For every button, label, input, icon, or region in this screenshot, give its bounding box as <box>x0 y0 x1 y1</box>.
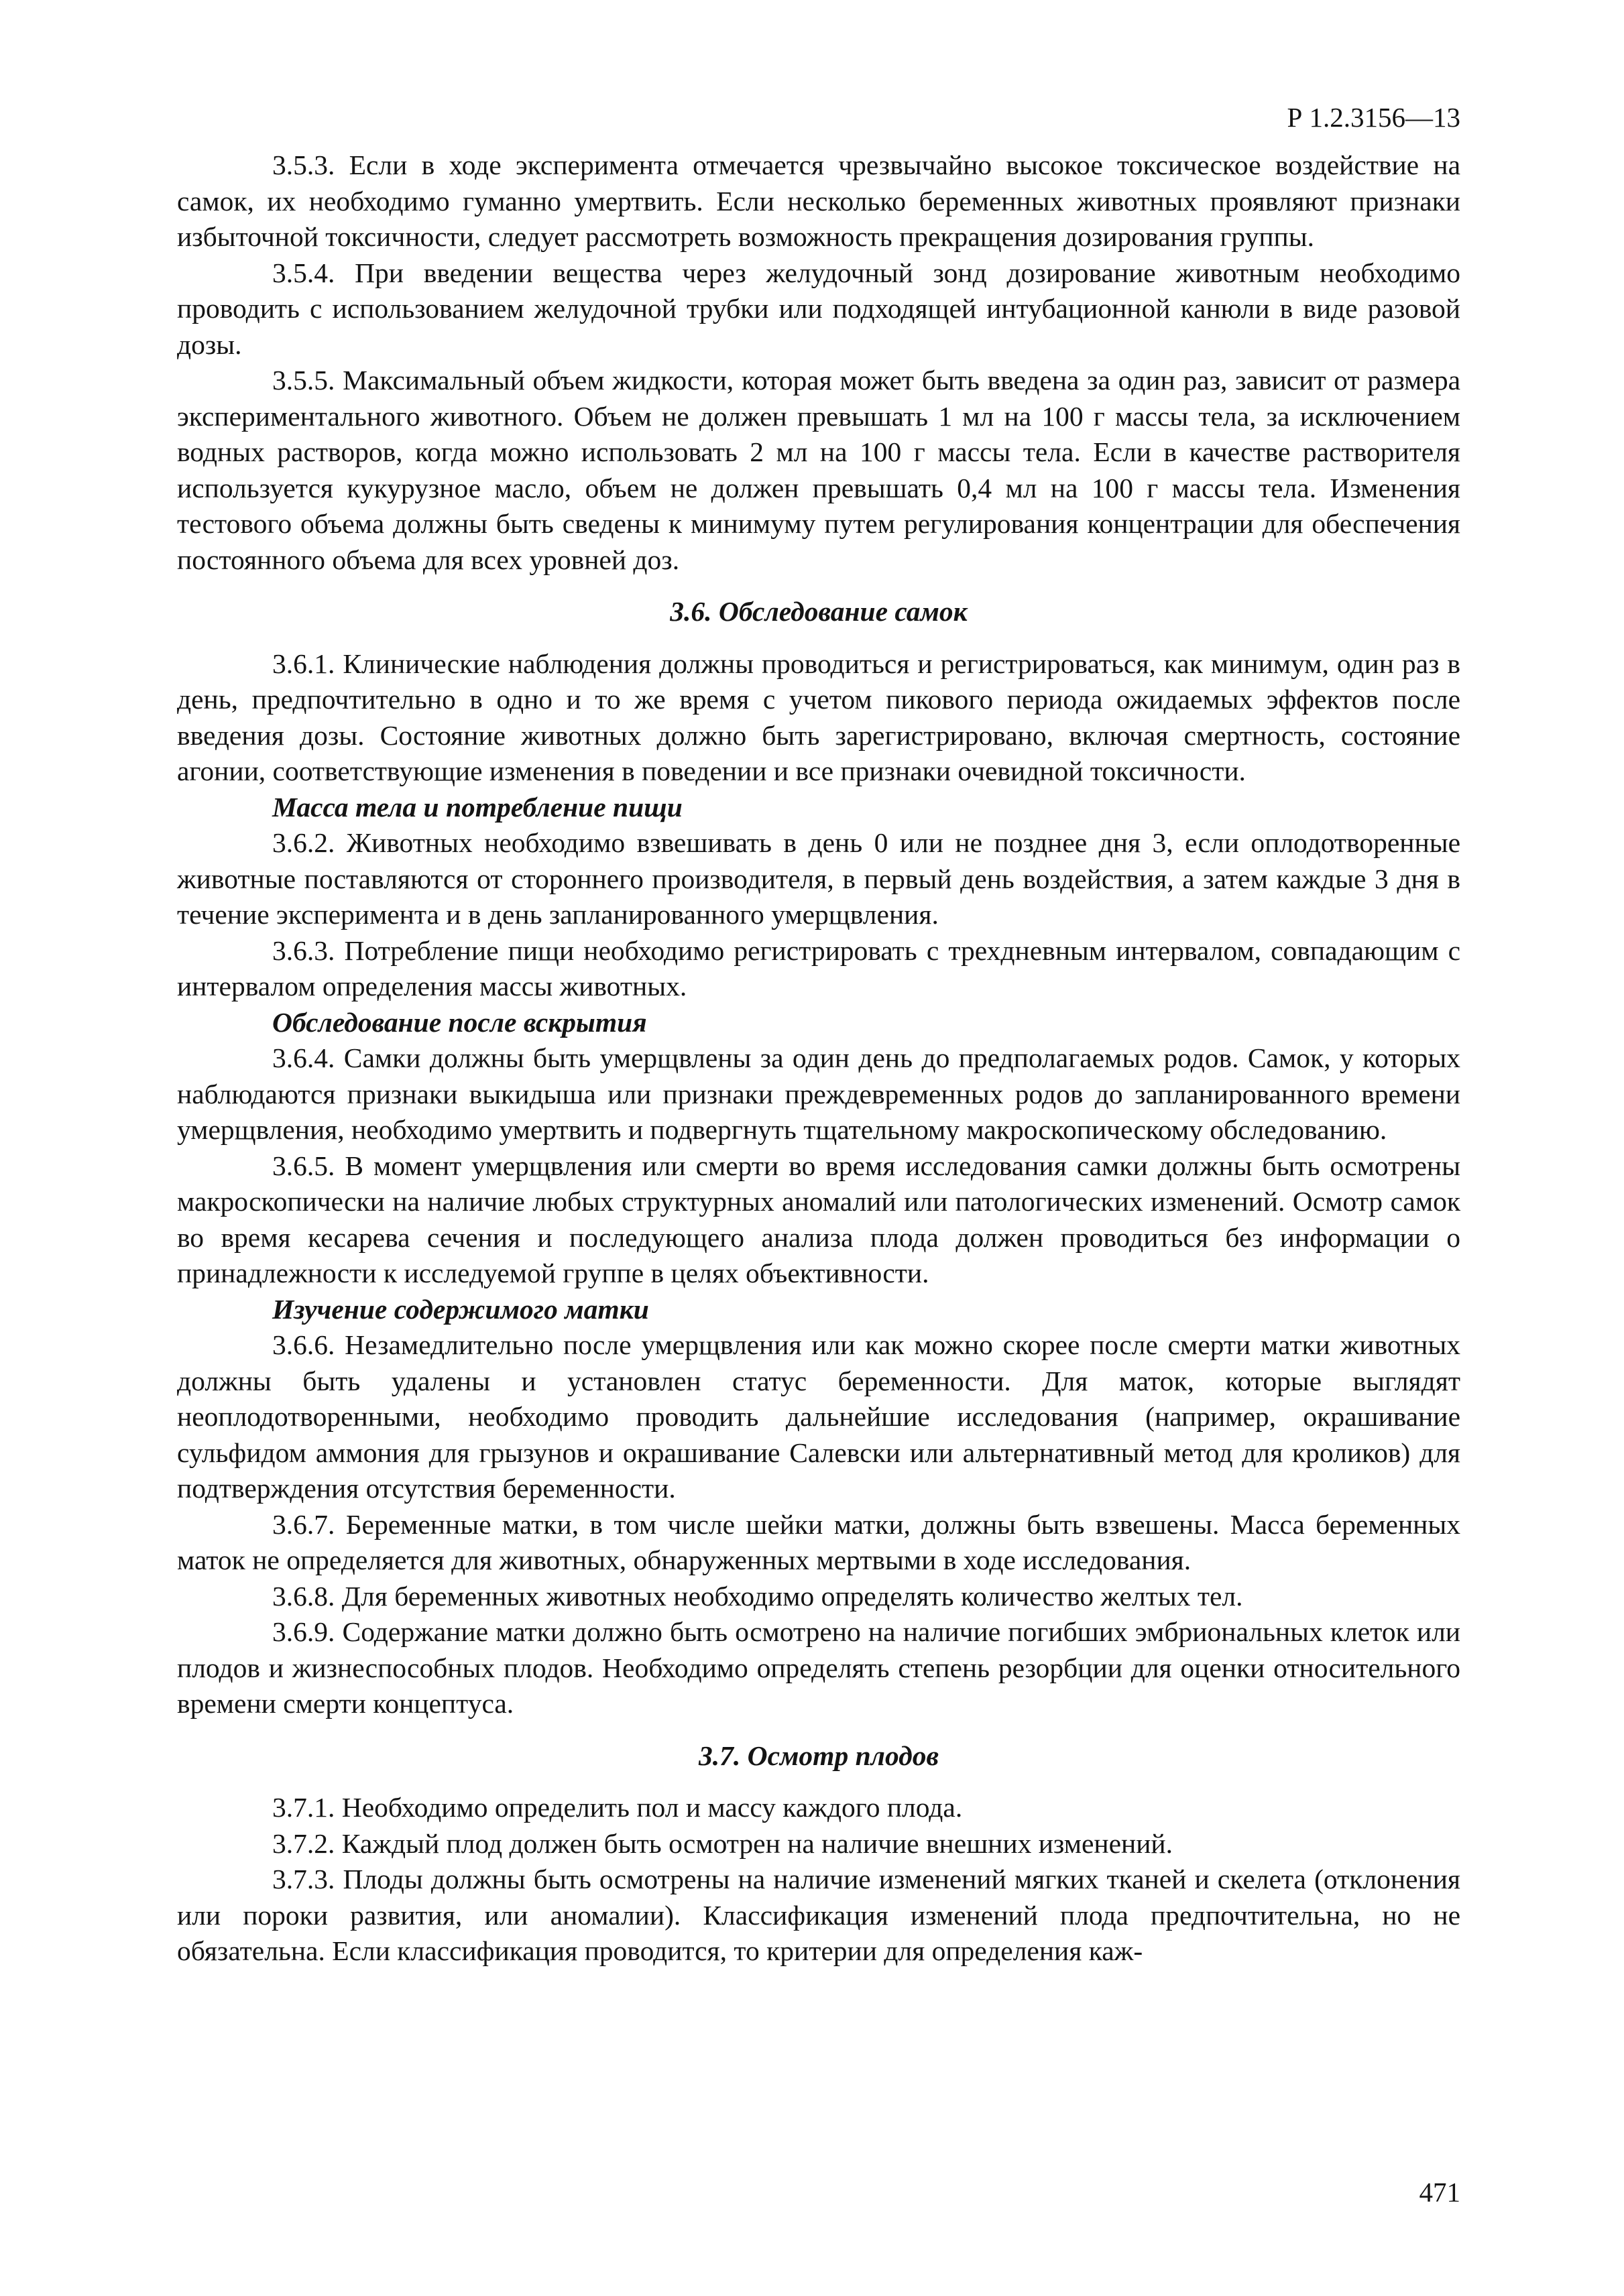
paragraph-3-6-8: 3.6.8. Для беременных животных необходимо определять количество желтых тел. <box>272 1580 1243 1612</box>
page-number: 471 <box>1419 2177 1460 2208</box>
section-heading-3-7: 3.7. Осмотр плодов <box>698 1740 939 1771</box>
subheading-body-weight: Масса тела и потребление пищи <box>272 791 683 823</box>
subheading-uterine-content: Изучение содержимого матки <box>272 1293 649 1325</box>
paragraph-3-6-6: 3.6.6. Незамедлительно после умерщвления или как можно скорее после смерти матки животных должны быть удалены и установлен статус беременности. Для маток, которые выглядят неоплодотворенными, необходимо проводить дальнейшие исследования (например, окрашивание сульфидом аммония для грызунов и окрашивание Салевски или альтернативный метод для кроликов) для подтверждения отсутствия беременности. <box>177 1329 1460 1504</box>
paragraph-3-5-3: 3.5.3. Если в ходе эксперимента отмечается чрезвычайно высокое токсическое воздействие на самок, их необходимо гуманно умертвить. Если несколько беременных животных проявляют признаки избыточной токсичности, следует рассмотреть возможность прекращения дозирования группы. <box>177 149 1460 252</box>
paragraph-3-6-7: 3.6.7. Беременные матки, в том числе шейки матки, должны быть взвешены. Масса беременных маток не определяется для животных, обнаруженных мертвыми в ходе исследования. <box>177 1508 1460 1575</box>
paragraph-3-7-2: 3.7.2. Каждый плод должен быть осмотрен на наличие внешних изменений. <box>272 1827 1173 1859</box>
document-page <box>177 101 1460 2219</box>
paragraph-3-6-5: 3.6.5. В момент умерщвления или смерти во время исследования самки должны быть осмотрены макроскопически на наличие любых структурных аномалий или патологических изменений. Осмотр самок во время кесарева сечения и последующего анализа плода должен проводиться без информации о принадлежности к исследуемой группе в целях объективности. <box>177 1150 1460 1288</box>
paragraph-3-5-4: 3.5.4. При введении вещества через желудочный зонд дозирование животным необходимо проводить с использованием желудочной трубки или подходящей интубационной канюли в виде разовой дозы. <box>177 257 1460 360</box>
paragraph-3-6-1: 3.6.1. Клинические наблюдения должны проводиться и регистрироваться, как минимум, один раз в день, предпочтительно в одно и то же время с учетом пикового периода ожидаемых эффектов после введения дозы. Состояние животных должно быть зарегистрировано, включая смертность, состояние агонии, соответствующие изменения в поведении и все признаки очевидной токсичности. <box>177 648 1460 786</box>
paragraph-3-6-3: 3.6.3. Потребление пищи необходимо регистрировать с трехдневным интервалом, совпадающим с интервалом определения массы животных. <box>177 934 1460 1002</box>
paragraph-3-6-2: 3.6.2. Животных необходимо взвешивать в день 0 или не позднее дня 3, если оплодотворенные животные поставляются от стороннего производителя, в первый день воздействия, а затем каждые 3 дня в течение эксперимента и в день запланированного умерщвления. <box>177 827 1460 930</box>
section-heading-3-6: 3.6. Обследование самок <box>670 596 968 627</box>
paragraph-3-7-3: 3.7.3. Плоды должны быть осмотрены на наличие изменений мягких тканей и скелета (отклонения или пороки развития, или аномалии). Классификация изменений плода предпочтительна, но не обязательна. Если классификация проводится, то критерии для определения каж- <box>177 1864 1460 1966</box>
paragraph-3-7-1: 3.7.1. Необходимо определить пол и массу каждого плода. <box>272 1792 963 1823</box>
subheading-post-mortem: Обследование после вскрытия <box>272 1006 647 1038</box>
paragraph-3-5-5: 3.5.5. Максимальный объем жидкости, которая может быть введена за один раз, зависит от размера экспериментального животного. Объем не должен превышать 1 мл на 100 г массы тела, за исключением водных растворов, когда можно использовать 2 мл на 100 г массы тела. Если в качестве растворителя используется кукурузное масло, объем не должен превышать 0,4 мл на 100 г массы тела. Изменения тестового объема должны быть сведены к минимуму путем регулирования концентрации для обеспечения постоянного объема для всех уровней доз. <box>177 365 1460 575</box>
document-code-header: Р 1.2.3156—13 <box>1287 102 1460 133</box>
paragraph-3-6-9: 3.6.9. Содержание матки должно быть осмотрено на наличие погибших эмбриональных клеток или плодов и жизнеспособных плодов. Необходимо определять степень резорбции для оценки относительного времени смерти концептуса. <box>177 1616 1460 1719</box>
paragraph-3-6-4: 3.6.4. Самки должны быть умерщвлены за один день до предполагаемых родов. Самок, у которых наблюдаются признаки выкидыша или признаки преждевременных родов до запланированного времени умерщвления, необходимо умертвить и подвергнуть тщательному макроскопическому обследованию. <box>177 1042 1460 1145</box>
